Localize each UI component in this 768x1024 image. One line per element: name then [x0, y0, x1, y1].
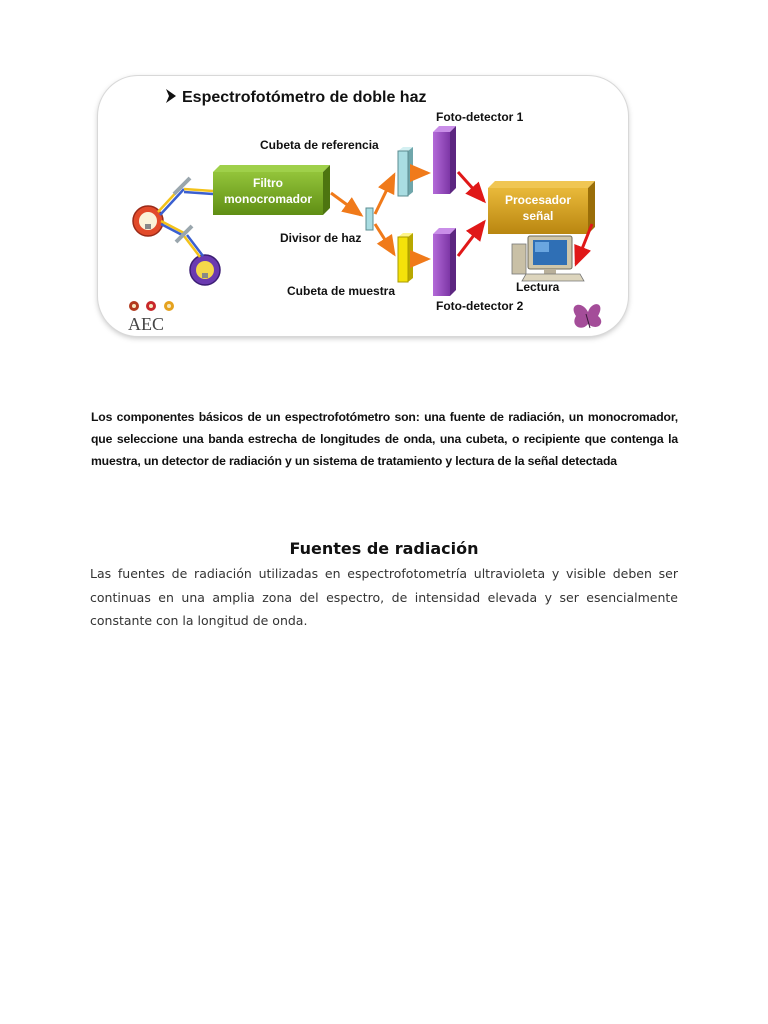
signal-arrow-1	[458, 172, 484, 201]
processor-label-line2: señal	[522, 209, 554, 223]
logo-text: AEC	[128, 314, 164, 334]
sample-cell-label: Cubeta de muestra	[287, 284, 396, 298]
processor-label-line1: Procesador	[504, 193, 572, 207]
bullet-arrow-icon	[166, 89, 176, 103]
photodetector-1-label: Foto-detector 1	[436, 110, 524, 124]
beam-to-reference	[375, 175, 394, 214]
filter-monochromator-box	[213, 165, 330, 215]
section-title: Fuentes de radiación	[289, 539, 479, 558]
filter-label-line1: Filtro	[253, 176, 283, 190]
sample-cell	[398, 233, 413, 282]
beam-to-splitter	[331, 193, 361, 215]
reference-cell-label: Cubeta de referencia	[260, 138, 379, 152]
figure-title: Espectrofotómetro de doble haz	[182, 89, 427, 106]
butterfly-icon	[574, 304, 602, 328]
beam-splitter	[366, 208, 373, 230]
photodetector-2-label: Foto-detector 2	[436, 299, 524, 313]
reading-label: Lectura	[516, 280, 560, 294]
reference-cell	[398, 147, 413, 196]
photodetector-2	[433, 228, 456, 296]
computer-icon	[512, 236, 584, 281]
signal-arrow-2	[458, 222, 484, 256]
radiation-sources-paragraph: Las fuentes de radiación utilizadas en espectrofotometría ultravioleta y visible deben ser continuas en una amplia zona del espectro, de intensidad elevada y ser esencialmente constante con la longitud de onda.	[90, 566, 678, 628]
beam-to-sample	[375, 224, 394, 254]
filter-label-line2: monocromador	[223, 192, 313, 206]
components-paragraph: Los componentes básicos de un espectrofotómetro son: una fuente de radiación, un monocromador, que seleccione una banda estrecha de longitudes de onda, una cubeta, o recipiente que contenga la muestra, un detector de radiación y un sistema de tratamiento y lectura de la señal detectada	[91, 410, 678, 468]
photodetector-1	[433, 126, 456, 194]
processor-box	[488, 181, 595, 234]
bulb-icon	[190, 255, 220, 285]
logo-dots-icon	[129, 301, 174, 311]
lamp-beams	[158, 186, 213, 257]
spectrophotometer-figure	[98, 76, 628, 336]
beam-splitter-label: Divisor de haz	[280, 231, 362, 245]
